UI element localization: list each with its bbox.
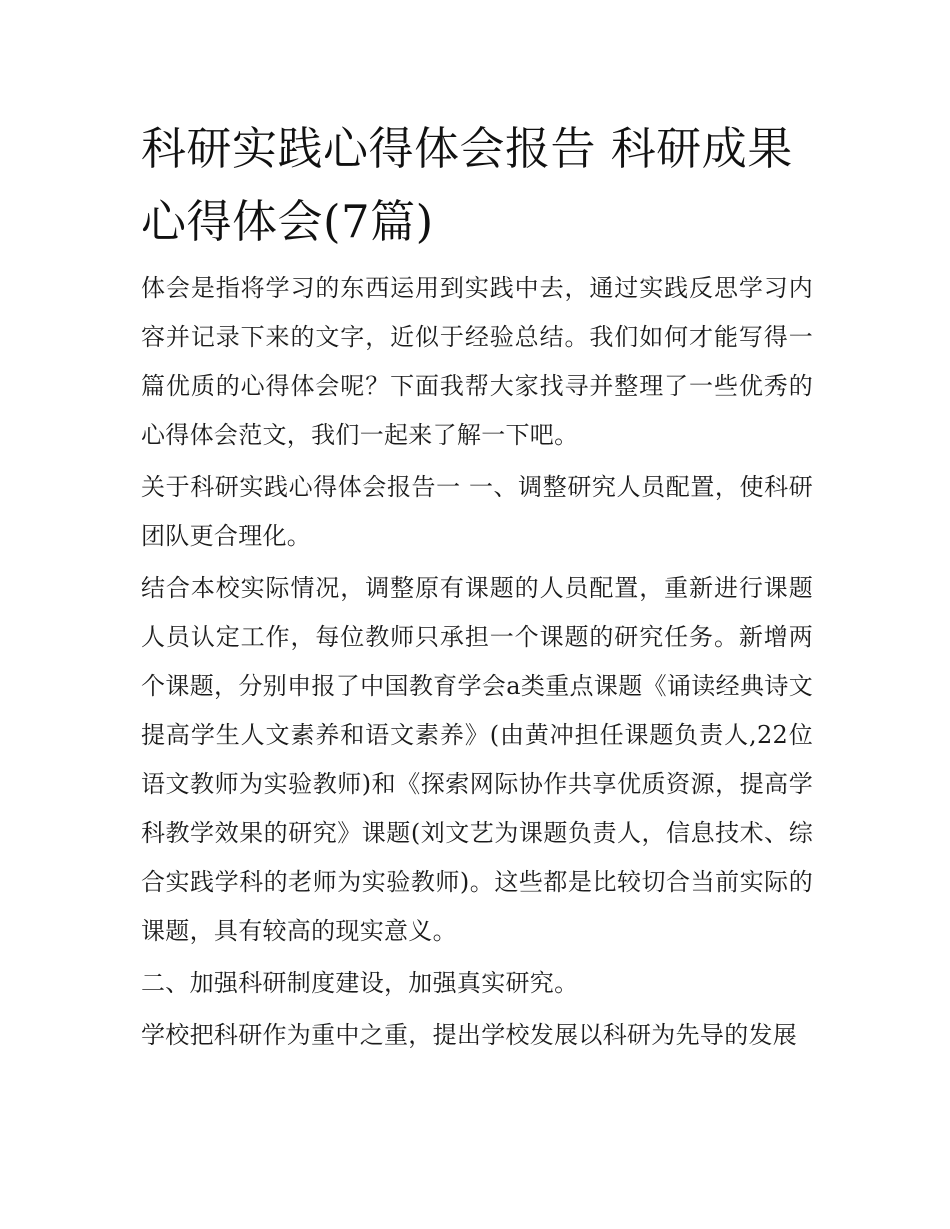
paragraph-section-2-body: 学校把科研作为重中之重，提出学校发展以科研为先导的发展 (141, 1021, 798, 1049)
document-title: 科研实践心得体会报告 科研成果心得体会(7篇) (141, 122, 793, 248)
document-content (141, 112, 813, 1063)
paragraph-intro: 体会是指将学习的东西运用到实践中去，通过实践反思学习内容并记录下来的文字，近似于经验总结。我们如何才能写得一篇优质的心得体会呢？下面我帮大家找寻并整理了一些优秀的心得体会范文，我们一起来了解一下吧。 (141, 274, 813, 449)
document-body (141, 264, 813, 1060)
paragraph-section-2-heading: 二、加强科研制度建设，加强真实研究。 (141, 969, 579, 997)
paragraph-section-1-heading: 关于科研实践心得体会报告一 一、调整研究人员配置，使科研团队更合理化。 (141, 473, 813, 550)
paragraph-section-1-body: 结合本校实际情况，调整原有课题的人员配置，重新进行课题人员认定工作，每位教师只承担一个课题的研究任务。新增两个课题，分别申报了中国教育学会a类重点课题《诵读经典诗文提高学生人文素养和语文素养》(由黄冲担任课题负责人,22位语文教师为实验教师)和《探索网际协作共享优质资源，提高学科教学效果的研究》课题(刘文艺为课题负责人，信息技术、综合实践学科的老师为实验教师)。这些都是比较切合当前实际的课题，具有较高的现实意义。 (141, 574, 813, 945)
